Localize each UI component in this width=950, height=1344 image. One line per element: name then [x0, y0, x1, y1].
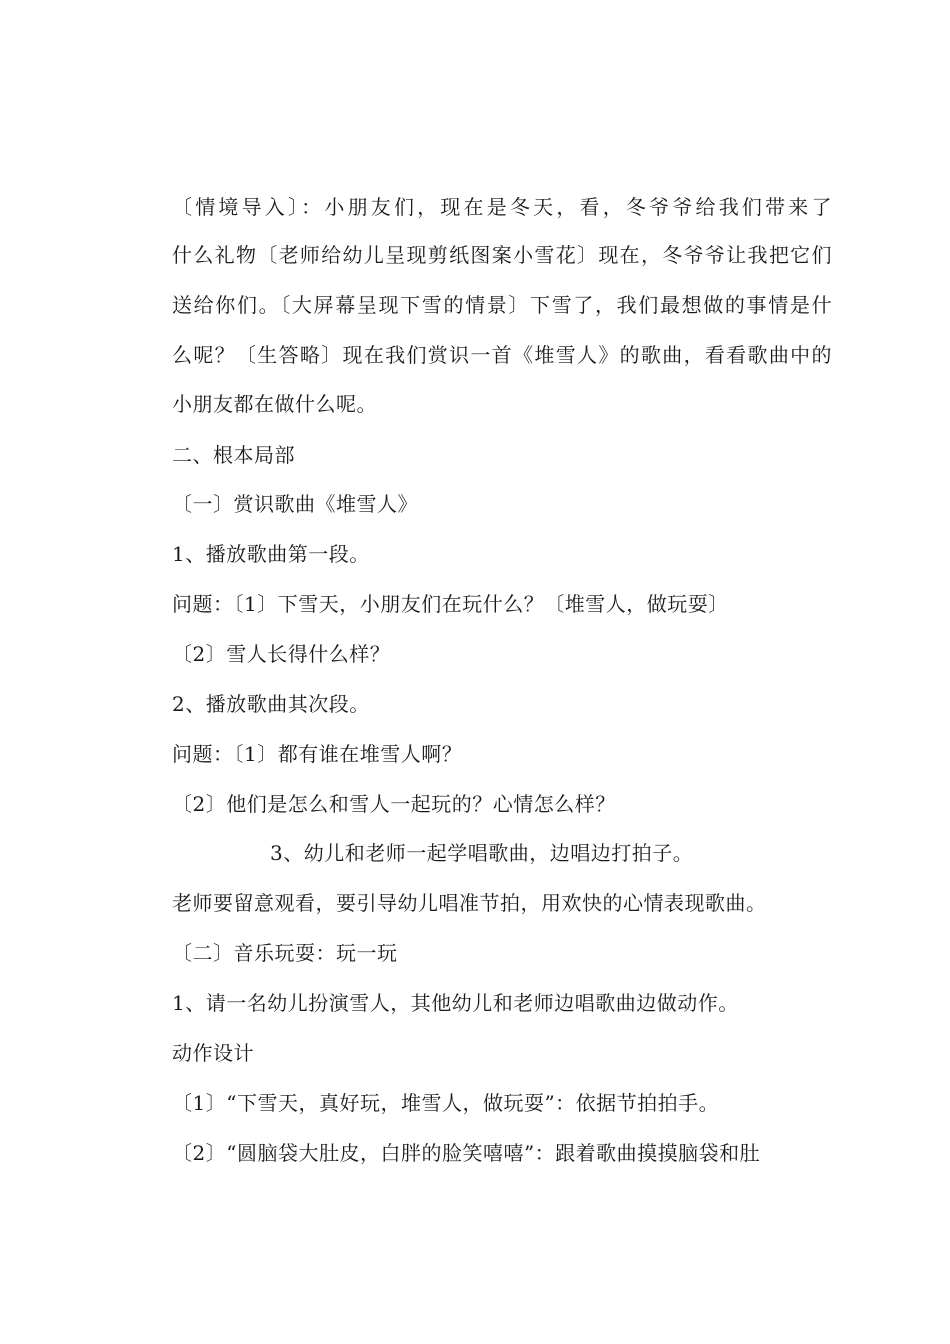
- step-1: 1、播放歌曲第一段。: [172, 542, 370, 566]
- step-3: 3、幼儿和老师一起学唱歌曲，边唱边打拍子。: [270, 841, 694, 865]
- game-step-1: 1、请一名幼儿扮演雪人，其他幼儿和老师边唱歌曲边做动作。: [172, 991, 739, 1015]
- step-2-question-2: 〔2〕他们是怎么和雪人一起玩的？心情怎么样？: [172, 792, 616, 816]
- section-heading: 二、根本局部: [172, 443, 295, 467]
- action-2: 〔2〕“圆脑袋大肚皮，白胖的脸笑嘻嘻”：跟着歌曲摸摸脑袋和肚: [172, 1141, 761, 1165]
- step-1-question-2: 〔2〕雪人长得什么样？: [172, 642, 391, 666]
- intro-line-4: 么呢？〔生答略〕现在我们赏识一首《堆雪人》的歌曲，看看歌曲中的: [172, 343, 832, 367]
- step-3-note: 老师要留意观看，要引导幼儿唱准节拍，用欢快的心情表现歌曲。: [172, 891, 767, 915]
- step-2-question-1: 问题：〔1〕都有谁在堆雪人啊？: [172, 742, 463, 766]
- intro-line-1: 〔情境导入〕：小朋友们，现在是冬天，看，冬爷爷给我们带来了: [172, 195, 832, 219]
- intro-line-3: 送给你们。〔大屏幕呈现下雪的情景〕下雪了，我们最想做的事情是什: [172, 293, 832, 317]
- action-1: 〔1〕“下雪天，真好玩，堆雪人，做玩耍”：依据节拍拍手。: [172, 1091, 720, 1115]
- step-1-question-1: 问题：〔1〕下雪天，小朋友们在玩什么？〔堆雪人，做玩耍〕: [172, 592, 729, 616]
- action-heading: 动作设计: [172, 1041, 254, 1065]
- intro-line-5: 小朋友都在做什么呢。: [172, 392, 377, 416]
- intro-line-2: 什么礼物〔老师给幼儿呈现剪纸图案小雪花〕现在，冬爷爷让我把它们: [172, 243, 832, 267]
- part1-heading: 〔一〕赏识歌曲《堆雪人》: [172, 492, 418, 516]
- part2-heading: 〔二〕音乐玩耍：玩一玩: [172, 941, 398, 965]
- step-2: 2、播放歌曲其次段。: [172, 692, 370, 716]
